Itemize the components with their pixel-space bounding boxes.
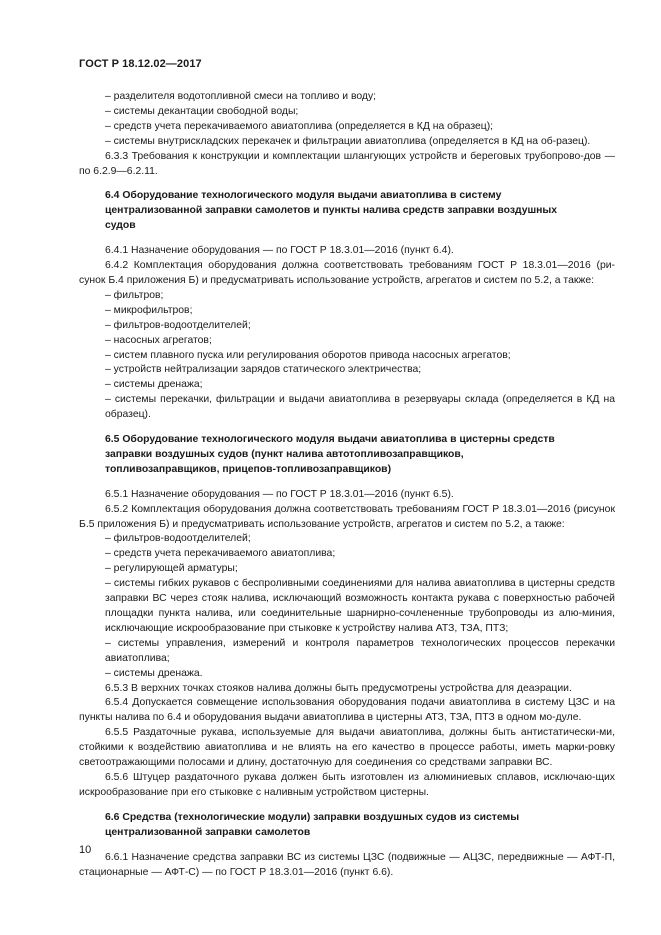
- list-item: – фильтров-водоотделителей;: [79, 532, 615, 547]
- clause-6-4-1: 6.4.1 Назначение оборудования — по ГОСТ Р 18.3.01—2016 (пункт 6.4).: [105, 245, 454, 257]
- list-item: – системы дренажа.: [79, 667, 615, 682]
- section-heading-6-5: 6.5 Оборудование технологического модуля выдачи авиатоплива в цистерны средств заправки воздушных судов (пункт налива автотопливозаправщиков, топливозаправщиков, прицепов-топливозаправщиков): [105, 434, 555, 475]
- list-item: – системы декантации свободной воды;: [79, 105, 615, 120]
- clause-6-5-2: 6.5.2 Комплектация оборудования должна соответствовать требованиям ГОСТ Р 18.3.01—2016 (рисунок Б.5 приложения Б) и предусматривать использование устройств, агрегатов и систем по 5.2, а также:: [79, 503, 615, 530]
- list-item: – разделителя водотопливной смеси на топливо и воду;: [79, 90, 615, 105]
- list-item: – системы внутрискладских перекачек и фильтрации авиатоплива (определяется в КД на об-разец).: [79, 135, 615, 150]
- list-item: – средств учета перекачиваемого авиатоплива;: [79, 547, 615, 562]
- standard-header: ГОСТ Р 18.12.02—2017: [79, 58, 202, 70]
- list-item: – устройств нейтрализации зарядов статического электричества;: [79, 363, 615, 378]
- clause-6-5-5: 6.5.5 Раздаточные рукава, используемые для выдачи авиатоплива, должны быть антистатически-ми, стойкими к воздействию авиатоплива и не влиять на его качество в процессе работы, иметь марки-ровку светоотражающими полосами и длину, достаточную для соединения со средствами заправки ВС.: [79, 727, 615, 769]
- clause-6-5-1: 6.5.1 Назначение оборудования — по ГОСТ Р 18.3.01—2016 (пункт 6.5).: [105, 488, 454, 500]
- clause-6-6-1: 6.6.1 Назначение средства заправки ВС из системы ЦЗС (подвижные — АЦЗС, передвижные — АФТ-П, стационарные — АФТ-С) — по ГОСТ Р 18.3.01—2016 (пункт 6.6).: [79, 851, 615, 878]
- section-heading-6-6: 6.6 Средства (технологические модули) заправки воздушных судов из системы централизованной заправки самолетов: [105, 811, 520, 838]
- clause-6-3-3: 6.3.3 Требования к конструкции и комплектации шлангующих устройств и береговых трубопрово-дов — по 6.2.9—6.2.11.: [79, 150, 615, 177]
- clause-6-5-4: 6.5.4 Допускается совмещение использования оборудования подачи авиатоплива в систему ЦЗС и на пункты налива по 6.4 и оборудования выдачи авиатоплива в цистерны АТЗ, ТЗА, ПТЗ в одном мо-дуле.: [79, 697, 615, 724]
- list-item: – системы дренажа;: [79, 378, 615, 393]
- clause-6-5-6: 6.5.6 Штуцер раздаточного рукава должен быть изготовлен из алюминиевых сплавов, исключаю-щих искрообразование при его стыковке с наливным устройством цистерны.: [79, 771, 615, 798]
- list-item: – системы гибких рукавов с беспроливными соединениями для налива авиатоплива в цистерны средств заправки ВС через стояк налива, исключающий возможность контакта рукава с поверхностью рабочей площадки пункта налива, или соединительные шарнирно-сочлененные трубопроводы из алю-миния, исключающие искрообразование при стыковке к устройству налива АТЗ, ТЗА, ПТЗ;: [79, 577, 615, 637]
- list-item: – регулирующей арматуры;: [79, 562, 615, 577]
- list-item: – системы перекачки, фильтрации и выдачи авиатоплива в резервуары склада (определяется в КД на образец).: [79, 393, 615, 423]
- list-item: – микрофильтров;: [79, 304, 615, 319]
- list-item: – фильтров-водоотделителей;: [79, 319, 615, 334]
- list-item: – фильтров;: [79, 289, 615, 304]
- section-heading-6-4: 6.4 Оборудование технологического модуля выдачи авиатоплива в систему централизованной заправки самолетов и пункты налива средств заправки воздушных судов: [105, 190, 558, 232]
- list-item: – насосных агрегатов;: [79, 334, 615, 349]
- clause-6-4-2: 6.4.2 Комплектация оборудования должна соответствовать требованиям ГОСТ Р 18.3.01—2016 (ри-сунок Б.4 приложения Б) и предусматривать использование устройств, агрегатов и систем по 5.2, а также:: [79, 260, 615, 286]
- list-item: – средств учета перекачиваемого авиатоплива (определяется в КД на образец);: [79, 120, 615, 135]
- clause-6-5-3: 6.5.3 В верхних точках стояков налива должны быть предусмотрены устройства для деаэрации.: [105, 682, 572, 694]
- document-body: [79, 90, 615, 880]
- page-number: 10: [79, 844, 92, 856]
- list-item: – систем плавного пуска или регулирования оборотов привода насосных агрегатов;: [79, 349, 615, 364]
- list-item: – системы управления, измерений и контроля параметров технологических процессов перекачки авиатоплива;: [79, 637, 615, 667]
